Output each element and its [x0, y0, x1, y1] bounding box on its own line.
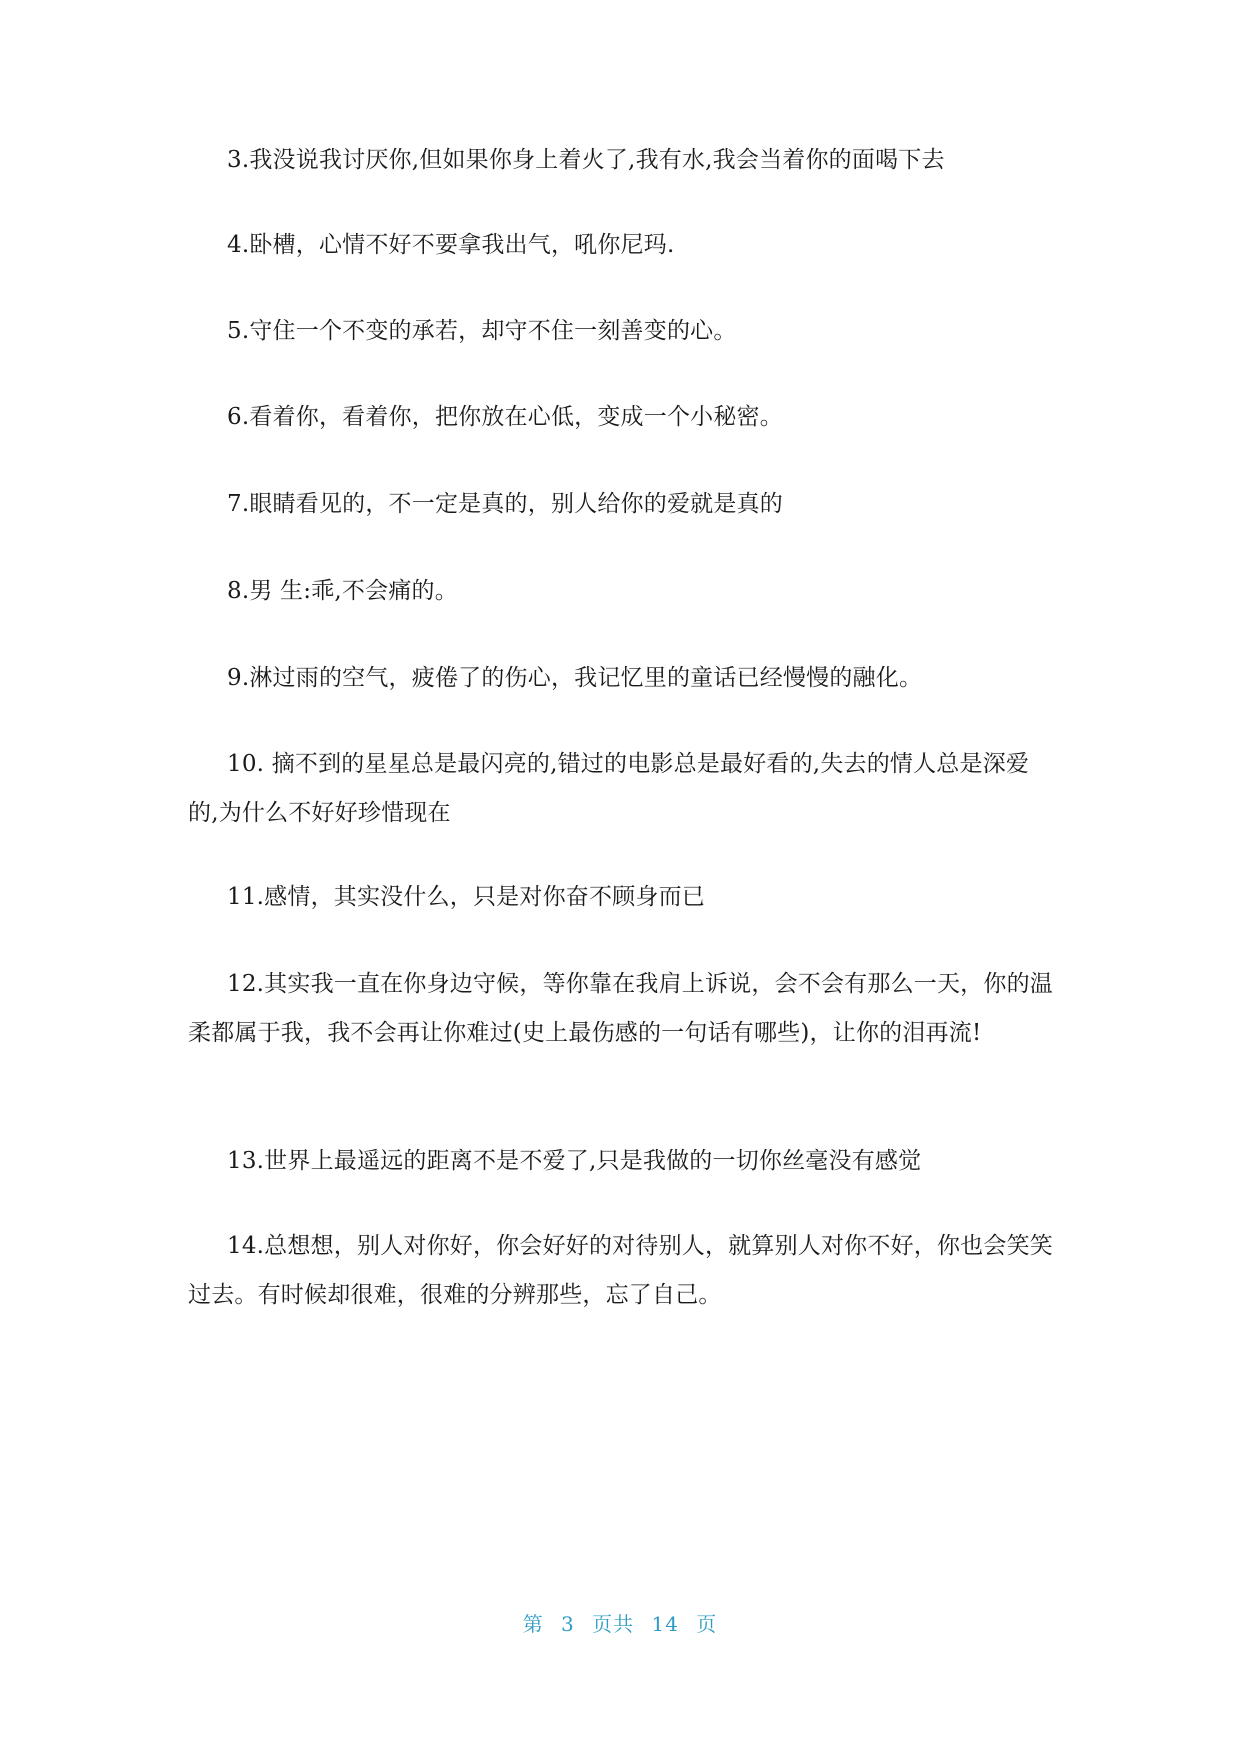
- list-item: 8.男 生:乖,不会痛的。: [227, 578, 458, 604]
- list-item: 13.世界上最遥远的距离不是不爱了,只是我做的一切你丝毫没有感觉: [227, 1148, 922, 1174]
- list-item: 14.总想想，别人对你好，你会好好的对待别人，就算别人对你不好，你也会笑笑过去。有时候却很难，很难的分辨那些，忘了自己。: [188, 1233, 1053, 1308]
- list-item: 4.卧槽，心情不好不要拿我出气，吼你尼玛.: [227, 232, 675, 258]
- list-item: 12.其实我一直在你身边守候，等你靠在我肩上诉说，会不会有那么一天，你的温柔都属于我，我不会再让你难过(史上最伤感的一句话有哪些)，让你的泪再流!: [188, 971, 1053, 1046]
- page-number-footer: 第 3 页共 14 页: [522, 1612, 718, 1636]
- list-item: 11.感情，其实没什么，只是对你奋不顾身而已: [227, 884, 705, 910]
- list-item: 10. 摘不到的星星总是最闪亮的,错过的电影总是最好看的,失去的情人总是深爱的,为什么不好好珍惜现在: [188, 751, 1030, 826]
- list-item: 9.淋过雨的空气，疲倦了的伤心，我记忆里的童话已经慢慢的融化。: [227, 665, 923, 691]
- list-item: 7.眼睛看见的，不一定是真的，别人给你的爱就是真的: [227, 491, 783, 517]
- list-item: 5.守住一个不变的承若，却守不住一刻善变的心。: [227, 318, 737, 344]
- list-item: 6.看着你，看着你，把你放在心低，变成一个小秘密。: [227, 404, 783, 430]
- list-item: 3.我没说我讨厌你,但如果你身上着火了,我有水,我会当着你的面喝下去: [227, 147, 945, 173]
